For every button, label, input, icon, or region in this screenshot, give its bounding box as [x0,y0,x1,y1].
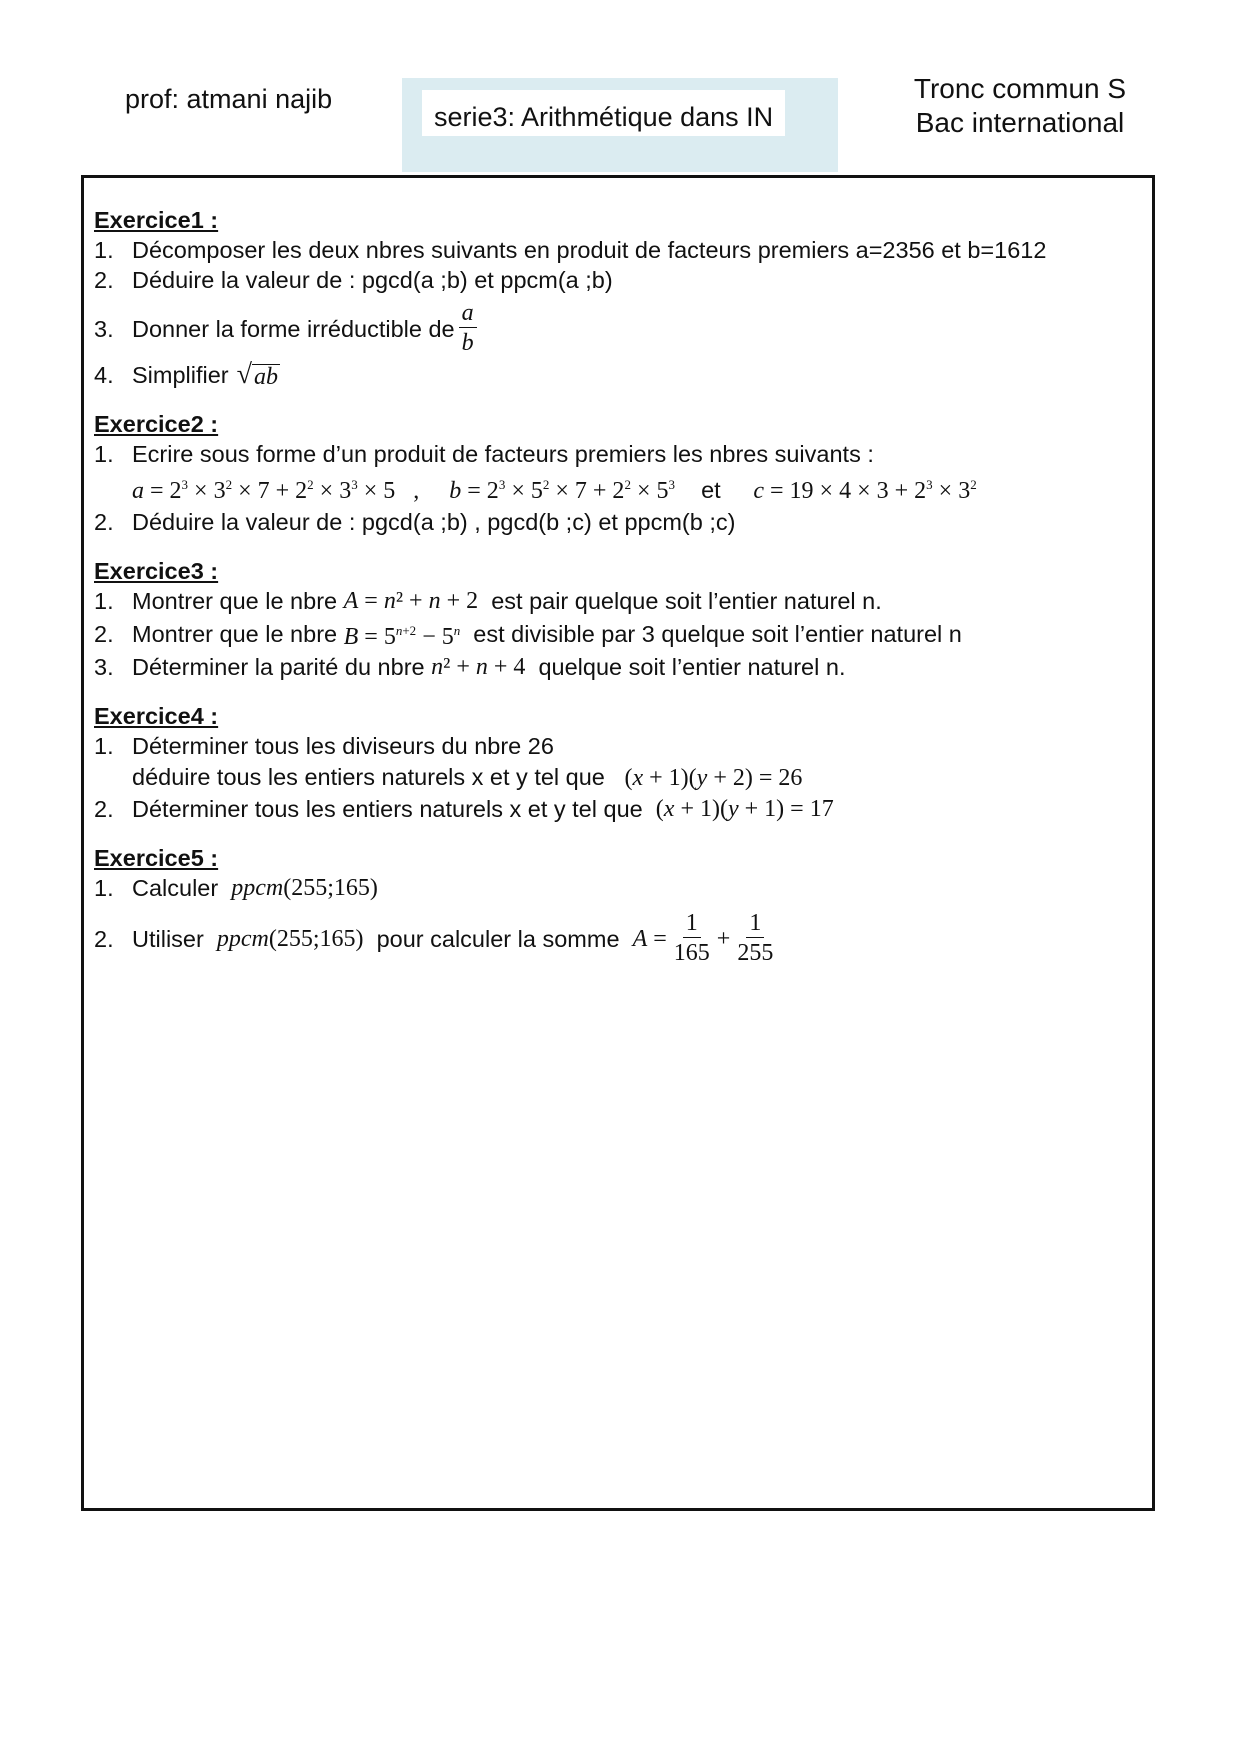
question: 2. Montrer que le nbre $B = 5^{n+2} - 5^n$ est divisible par 3 quelque soit l’entier naturel n [94,621,962,650]
level-line-1: Tronc commun S [913,73,1127,104]
formula-line: $a = 2^3 \times 3^2 \times 7 + 2^2 \times 3^3 \times 5$ , $b = 2^3 \times 5^2 \times 7 + 2^2 \times 5^3$ et $c = 19 \times 4 \times 3 + 2^3 \times 3^2$ [132,477,977,504]
level-line-2: Bac international [915,107,1125,138]
fraction-a-over-b: $\frac{a}{b}$ [459,299,477,358]
level-label [900,72,1140,140]
exercise-5 [94,843,1144,968]
question: 2. Déduire la valeur de : pgcd(a ;b) et ppcm(a ;b) [94,267,613,293]
series-title: serie3: Arithmétique dans IN [422,90,785,136]
question: 1. Montrer que le nbre A = n² + n + 2 est pair quelque soit l’entier naturel n. [94,588,882,614]
exercises-content [94,205,1144,987]
sqrt-ab: √ ab [236,359,279,390]
question: 1. Déterminer tous les diviseurs du nbre 26 [94,733,554,759]
question: 3. Déterminer la parité du nbre n² + n + 4 quelque soit l’entier naturel n. [94,654,846,680]
exercise-title: Exercice1 : [94,207,219,233]
question: 1. Décomposer les deux nbres suivants en produit de facteurs premiers a=2356 et b=1612 [94,237,1047,263]
exercise-4 [94,701,1144,824]
question: 4. Simplifier √ ab [94,359,279,390]
question-sub: déduire tous les entiers naturels x et y tel que (x + 1)(y + 2) = 26 [132,764,803,791]
fraction-1-over-255: $\frac{1}{255}$ [737,910,774,966]
question: 2. Déterminer tous les entiers naturels x et y tel que (x + 1)(y + 1) = 17 [94,796,834,822]
exercise-1 [94,205,1144,390]
question: 1. Ecrire sous forme d’un produit de facteurs premiers les nbres suivants : [94,441,874,467]
fraction-1-over-165: $\frac{1}{165}$ [673,910,710,966]
exercise-title: Exercice2 : [94,411,219,437]
exercise-3 [94,556,1144,682]
exercise-2 [94,409,1144,537]
exercise-title: Exercice3 : [94,558,219,584]
exercise-title: Exercice4 : [94,703,219,729]
series-title-box [402,78,838,172]
author-name: prof: atmani najib [125,84,333,114]
question: 2. Déduire la valeur de : pgcd(a ;b) , pgcd(b ;c) et ppcm(b ;c) [94,509,736,535]
question: 1. Calculer ppcm(255;165) [94,875,378,901]
exercise-title: Exercice5 : [94,845,219,871]
question: 3. Donner la forme irréductible de $\frac{a}{b}$ [94,299,1144,358]
question: 2. Utiliser ppcm(255;165) pour calculer la somme A = $\frac{1}{165}$ + $\frac{1}{255}$ [94,909,1144,968]
